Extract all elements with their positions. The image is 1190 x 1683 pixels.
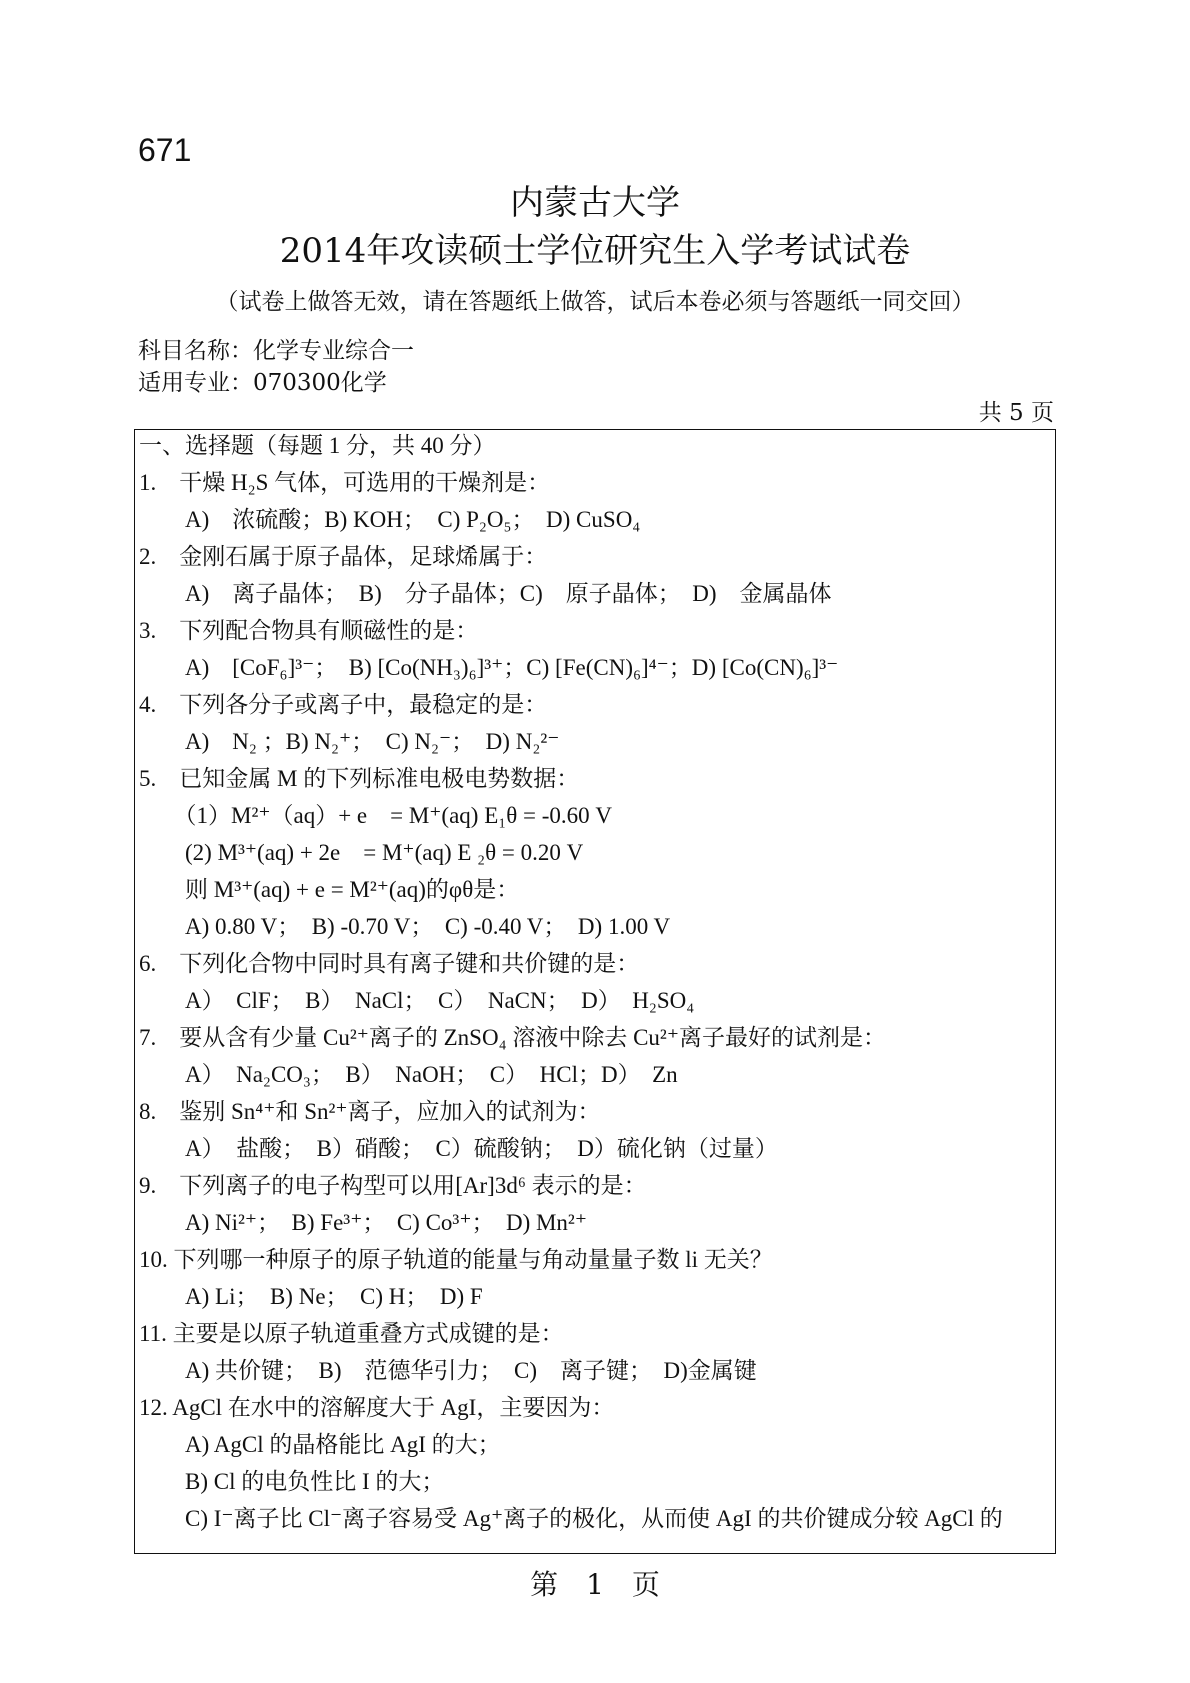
question-9-options: A) Ni²⁺； B) Fe³⁺； C) Co³⁺； D) Mn²⁺ (139, 1210, 587, 1235)
question-8: 8. 鉴别 Sn⁴⁺和 Sn²⁺离子，应加入的试剂为： (139, 1099, 601, 1124)
question-12-option-b: B) Cl 的电负性比 I 的大； (139, 1469, 445, 1494)
question-2: 2. 金刚石属于原子晶体，足球烯属于： (139, 544, 548, 569)
question-5-data-2: (2) M³⁺(aq) + 2e = M⁺(aq) E ₂θ = 0.20 V (139, 840, 584, 865)
university-name: 内蒙古大学 (510, 183, 680, 223)
question-11: 11. 主要是以原子轨道重叠方式成键的是： (139, 1321, 564, 1346)
question-4-options: A) N₂ ；B) N₂⁺； C) N₂⁻； D) N₂²⁻ (139, 729, 560, 754)
question-1: 1. 干燥 H₂S 气体，可选用的干燥剂是： (139, 470, 551, 495)
question-6: 6. 下列化合物中同时具有离子键和共价键的是： (139, 951, 640, 976)
question-box (134, 429, 1056, 1554)
question-5-ask: 则 M³⁺(aq) + e = M²⁺(aq)的φθ是： (139, 877, 520, 902)
question-9: 9. 下列离子的电子构型可以用[Ar]3d⁶ 表示的是： (139, 1173, 647, 1198)
exam-title: 2014年攻读硕士学位研究生入学考试试卷 (279, 231, 911, 271)
question-10: 10. 下列哪一种原子的原子轨道的能量与角动量量子数 li 无关？ (139, 1247, 773, 1272)
question-3: 3. 下列配合物具有顺磁性的是： (139, 618, 479, 643)
question-8-options: A） 盐酸； B）硝酸； C）硫酸钠； D）硫化钠（过量） (139, 1136, 778, 1161)
question-11-options: A) 共价键； B) 范德华引力； C) 离子键； D)金属键 (139, 1358, 757, 1383)
section-heading: 一、选择题（每题 1 分，共 40 分） (139, 433, 496, 458)
exam-instructions: （试卷上做答无效，请在答题纸上做答，试后本卷必须与答题纸一同交回） (215, 289, 975, 315)
page-number: 第 1 页 (530, 1568, 660, 1601)
question-5: 5. 已知金属 M 的下列标准电极电势数据： (139, 766, 580, 791)
total-pages: 共 5 页 (978, 400, 1054, 426)
question-5-options: A) 0.80 V； B) -0.70 V； C) -0.40 V； D) 1.00 V (139, 914, 671, 939)
subject-name: 科目名称：化学专业综合一 (138, 338, 414, 364)
question-12-option-c: C) I⁻离子比 Cl⁻离子容易受 Ag⁺离子的极化，从而使 AgI 的共价键成分较 AgCl 的 (139, 1506, 1003, 1531)
exam-code: 671 (138, 132, 192, 168)
question-10-options: A) Li； B) Ne； C) H； D) F (139, 1284, 483, 1309)
question-4: 4. 下列各分子或离子中，最稳定的是： (139, 692, 548, 717)
applicable-major: 适用专业：070300化学 (138, 370, 387, 396)
question-3-options: A) [CoF₆]³⁻； B) [Co(NH₃)₆]³⁺；C) [Fe(CN)₆]⁴⁻；D) [Co(CN)₆]³⁻ (139, 655, 839, 680)
question-1-options: A) 浓硫酸；B) KOH； C) P₂O₅； D) CuSO₄ (139, 507, 641, 532)
question-5-data-1: （1）M²⁺（aq）+ e = M⁺(aq) E₁θ = -0.60 V (139, 803, 613, 828)
question-2-options: A) 离子晶体； B) 分子晶体；C) 原子晶体； D) 金属晶体 (139, 581, 832, 606)
question-6-options: A） ClF； B） NaCl； C） NaCN； D） H₂SO₄ (139, 988, 695, 1013)
question-7: 7. 要从含有少量 Cu²⁺离子的 ZnSO₄ 溶液中除去 Cu²⁺离子最好的试剂是： (139, 1025, 886, 1050)
question-7-options: A） Na₂CO₃； B） NaOH； C） HCl；D） Zn (139, 1062, 678, 1087)
question-12-option-a: A) AgCl 的晶格能比 AgI 的大； (139, 1432, 501, 1457)
question-12: 12. AgCl 在水中的溶解度大于 AgI，主要因为： (139, 1395, 615, 1420)
